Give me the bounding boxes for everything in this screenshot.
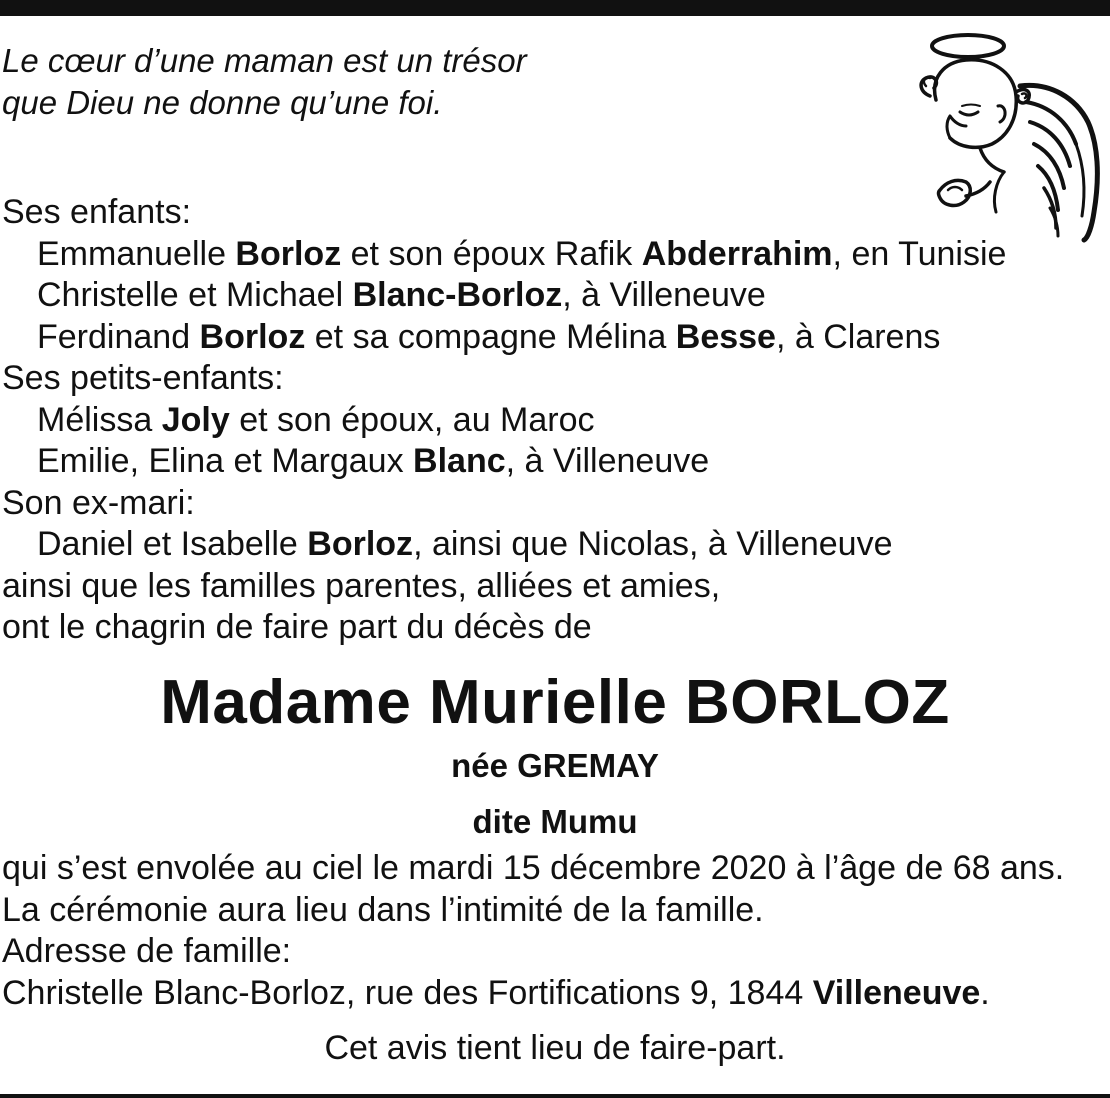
family-list bbox=[2, 192, 1102, 649]
address-end: . bbox=[980, 973, 990, 1012]
child-location: , à Clarens bbox=[775, 317, 941, 356]
quote-line: Le cœur d’une maman est un trésor bbox=[2, 42, 527, 79]
exhusband-text: Daniel et Isabelle bbox=[37, 525, 308, 563]
address-text: Christelle Blanc-Borloz, rue des Fortifications 9, 1844 bbox=[2, 973, 813, 1012]
child-text: Emmanuelle bbox=[37, 234, 236, 273]
grandchild-text: Mélissa bbox=[37, 400, 162, 439]
family-name: Joly bbox=[161, 400, 230, 439]
announcement-line: ont le chagrin de faire part du décès de bbox=[2, 608, 592, 646]
address-heading: Adresse de famille: bbox=[2, 932, 292, 970]
closing-note: Cet avis tient lieu de faire-part. bbox=[324, 1029, 786, 1067]
address-line bbox=[2, 973, 1102, 1015]
relatives-line: ainsi que les familles parentes, alliées et amies, bbox=[2, 566, 721, 605]
family-name: Borloz bbox=[235, 234, 342, 273]
deceased-block bbox=[0, 664, 1110, 842]
child-line bbox=[2, 234, 1102, 276]
exhusband-heading: Son ex-mari: bbox=[2, 483, 195, 522]
child-text: et sa compagne Mélina bbox=[305, 317, 676, 356]
maiden-name: née GREMAY bbox=[451, 747, 659, 784]
exhusband-line bbox=[2, 524, 1102, 566]
death-line: qui s’est envolée au ciel le mardi 15 décembre 2020 à l’âge de 68 ans. bbox=[2, 849, 1065, 887]
exhusband-location: , ainsi que Nicolas, à Villeneuve bbox=[413, 525, 893, 563]
child-line bbox=[2, 317, 1102, 359]
child-location: , à Villeneuve bbox=[562, 276, 766, 314]
nickname: dite Mumu bbox=[472, 803, 638, 840]
family-name: Besse bbox=[675, 317, 776, 356]
grandchild-location: , à Villeneuve bbox=[505, 442, 710, 480]
deceased-name: Madame Murielle BORLOZ bbox=[160, 668, 950, 737]
family-name: Abderrahim bbox=[641, 234, 833, 273]
child-text: et son époux Rafik bbox=[341, 234, 642, 273]
family-name: Borloz bbox=[199, 317, 306, 356]
epigraph-quote bbox=[2, 40, 527, 124]
top-rule bbox=[0, 0, 1110, 16]
details-block bbox=[2, 848, 1102, 1014]
grandchild-line bbox=[2, 441, 1102, 483]
grandchildren-heading: Ses petits-enfants: bbox=[2, 359, 284, 397]
grandchild-location: et son époux, au Maroc bbox=[229, 400, 595, 439]
ceremony-line: La cérémonie aura lieu dans l’intimité de la famille. bbox=[2, 890, 764, 929]
child-location: , en Tunisie bbox=[832, 234, 1007, 273]
family-name: Blanc bbox=[413, 442, 506, 480]
family-name: Blanc-Borloz bbox=[352, 276, 563, 314]
family-name: Borloz bbox=[307, 525, 414, 563]
quote-line: que Dieu ne donne qu’une foi. bbox=[2, 84, 443, 121]
child-line bbox=[2, 275, 1102, 317]
grandchild-line bbox=[2, 400, 1102, 442]
bottom-rule bbox=[0, 1094, 1110, 1098]
child-text: Ferdinand bbox=[37, 317, 200, 356]
address-city: Villeneuve bbox=[812, 973, 981, 1012]
children-heading: Ses enfants: bbox=[2, 193, 192, 231]
child-text: Christelle et Michael bbox=[37, 276, 353, 314]
grandchild-text: Emilie, Elina et Margaux bbox=[37, 442, 414, 480]
